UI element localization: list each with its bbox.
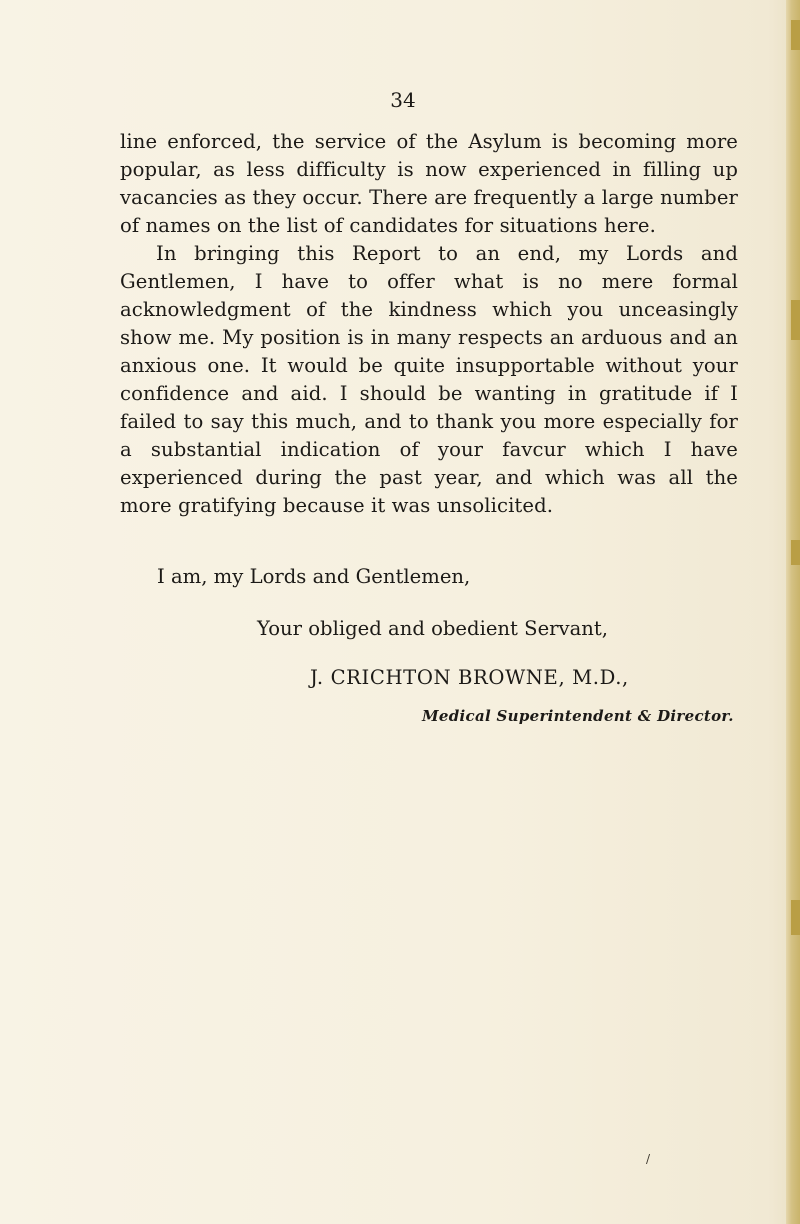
signature-title: Medical Superintendent & Director. xyxy=(422,707,734,725)
body-text xyxy=(120,128,738,520)
signature-name: J. CRICHTON BROWNE, M.D., xyxy=(310,666,629,689)
edge-stain xyxy=(791,20,800,50)
page-number: 34 xyxy=(390,88,416,112)
edge-stain xyxy=(791,540,800,565)
edge-stain xyxy=(791,900,800,935)
paragraph: line enforced, the service of the Asylum is becoming more popular, as less difficulty is now experienced in filling up vacancies as they occur. There are frequently a large number of names on the list of candidates for situations here. xyxy=(120,130,738,237)
closing-servant: Your obliged and obedient Servant, xyxy=(257,617,609,640)
page-edge-strip xyxy=(786,0,800,1224)
edge-stain xyxy=(791,300,800,340)
paragraph: In bringing this Report to an end, my Lords and Gentlemen, I have to offer what is no mere formal acknowledgment of the kindness which you unceasingly show me. My position is in many respects an arduous and an anxious one. It would be quite insupportable without your confidence and aid. I should be wanting in gratitude if I failed to say this much, and to thank you more especially for a substantial indication of your favcur which I have experienced during the past year, and which was all the more gratifying because it was unsolicited. xyxy=(120,242,738,517)
closing-salutation: I am, my Lords and Gentlemen, xyxy=(157,565,471,588)
stray-mark: / xyxy=(646,1152,651,1166)
